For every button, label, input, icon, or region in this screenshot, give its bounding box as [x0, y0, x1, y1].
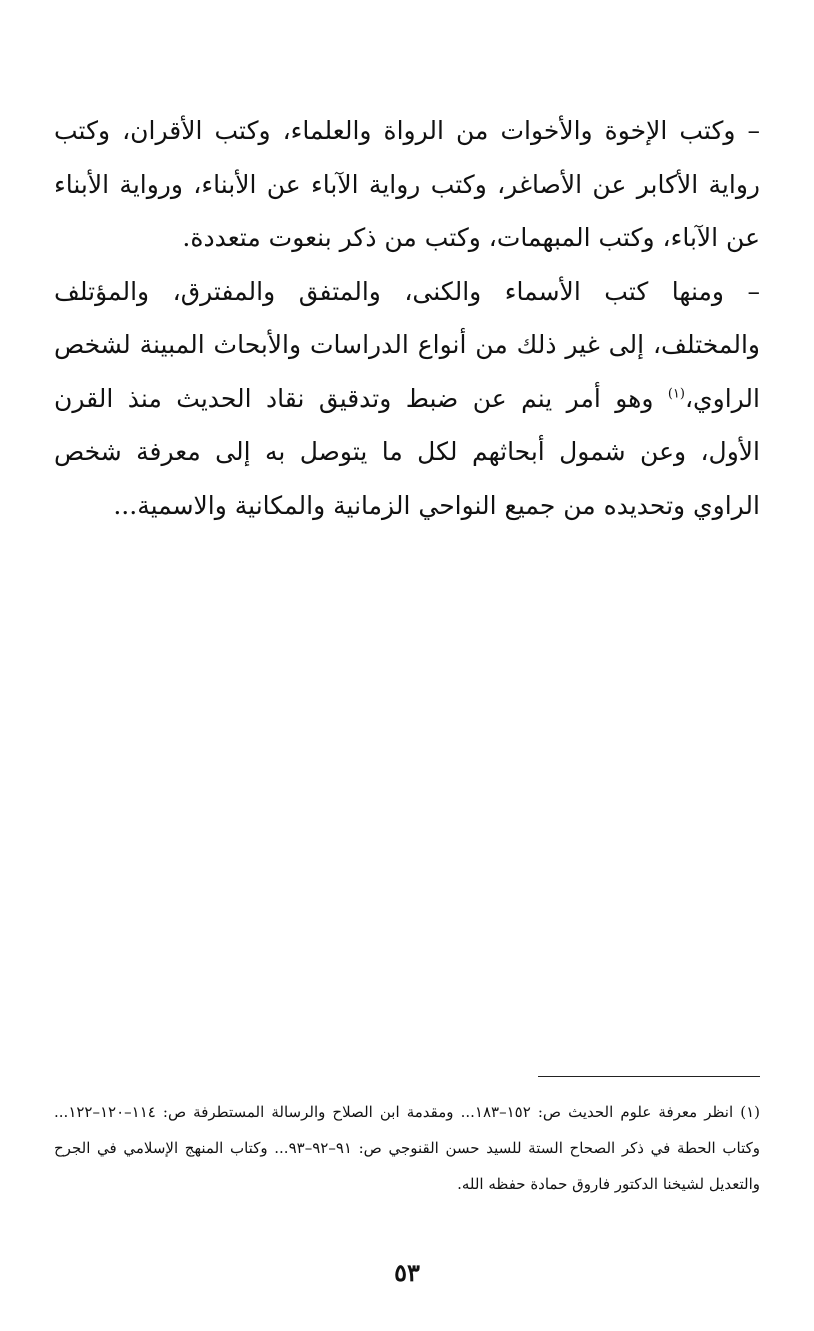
footnote-reference[interactable]: (١)	[667, 386, 685, 402]
footnotes	[54, 1094, 760, 1202]
main-text	[54, 104, 760, 532]
footnote-1: (١) انظر معرفة علوم الحديث ص: ١٥٢–١٨٣... ومقدمة ابن الصلاح والرسالة المستطرفة ص: ١١٤–١٢٠–١٢٢... وكتاب الحطة في ذكر الصحاح الستة للسيد حسن القنوجي ص: ٩١–٩٢–٩٣... وكتاب المنهج الإسلامي في الجرح والتعديل لشيخنا الدكتور فاروق حمادة حفظه الله.	[54, 1103, 761, 1193]
paragraph-2	[54, 265, 760, 533]
footnote-separator	[538, 1076, 760, 1077]
paragraph-2-part-1: – ومنها كتب الأسماء والكنى، والمتفق والمفترق، والمؤتلف والمختلف، إلى غير ذلك من أنواع الدراسات والأبحاث المبينة لشخص الراوي،	[54, 276, 760, 413]
page-number: ٥٣	[394, 1258, 420, 1287]
paragraph-1: – وكتب الإخوة والأخوات من الرواة والعلماء، وكتب الأقران، وكتب رواية الأكابر عن الأصاغر، وكتب رواية الآباء عن الأبناء، ورواية الأبناء عن الآباء، وكتب المبهمات، وكتب من ذكر بنعوت متعددة.	[54, 116, 760, 252]
paragraph-2-part-2: وهو أمر ينم عن ضبط وتدقيق نقاد الحديث منذ القرن الأول، وعن شمول أبحاثهم لكل ما يتوصل به إلى معرفة شخص الراوي وتحديده من جميع النواحي الزمانية والمكانية والاسمية...	[54, 383, 760, 520]
